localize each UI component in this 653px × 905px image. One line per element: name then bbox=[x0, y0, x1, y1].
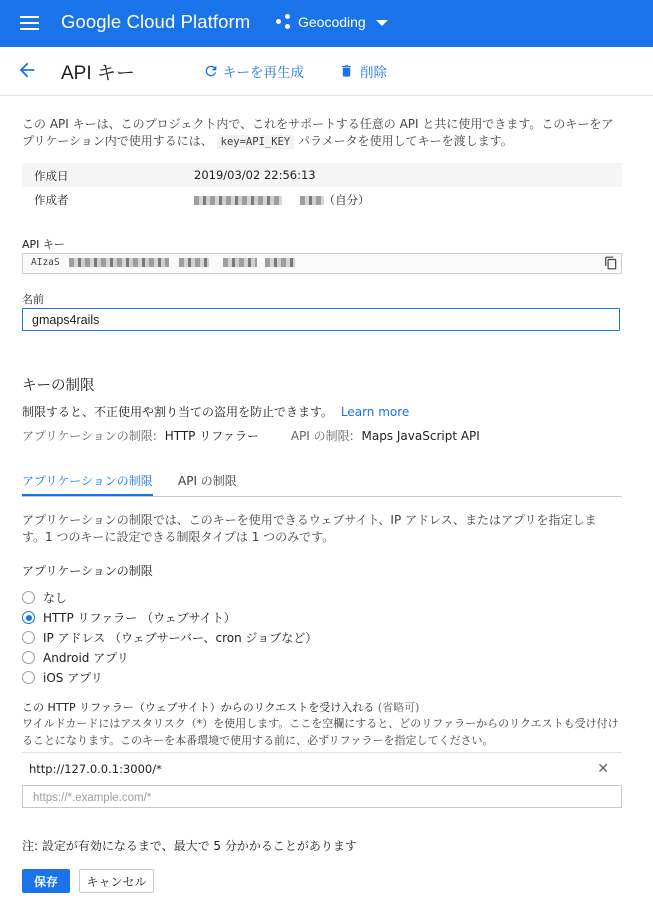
created-label: 作成日 bbox=[34, 169, 69, 183]
radio-label: iOS アプリ bbox=[43, 671, 103, 685]
project-icon bbox=[276, 14, 292, 30]
referrer-item bbox=[22, 752, 622, 785]
radio-button bbox=[22, 651, 35, 664]
api-key-label: API キー bbox=[22, 238, 65, 251]
redacted-email bbox=[300, 196, 324, 205]
creator-label: 作成者 bbox=[34, 193, 69, 207]
regenerate-label: キーを再生成 bbox=[223, 65, 304, 81]
referrers-heading bbox=[22, 699, 419, 716]
radio-ios[interactable] bbox=[22, 669, 103, 686]
learn-more-link[interactable]: Learn more bbox=[340, 405, 410, 419]
app-restriction-value: HTTP リファラー bbox=[164, 429, 259, 443]
intro-part2: パラメータを使用してキーを渡します。 bbox=[298, 134, 513, 148]
name-input[interactable] bbox=[30, 312, 594, 328]
trash-icon bbox=[339, 63, 354, 79]
radio-none[interactable] bbox=[22, 589, 67, 606]
api-key-field[interactable] bbox=[22, 253, 622, 274]
name-field-wrapper bbox=[22, 308, 620, 331]
new-referrer-input[interactable] bbox=[31, 791, 615, 805]
page-title: API キー bbox=[61, 63, 135, 84]
dropdown-caret-icon bbox=[376, 20, 388, 26]
restrictions-heading: キーの制限 bbox=[22, 378, 95, 394]
radio-button-selected bbox=[22, 611, 35, 624]
creator-suffix: （自分） bbox=[323, 193, 370, 207]
tab-api-restrictions[interactable]: API の制限 bbox=[178, 474, 237, 488]
created-value: 2019/03/02 22:56:13 bbox=[194, 168, 316, 182]
key-param-code: key=API_KEY bbox=[217, 135, 295, 149]
radio-label: Android アプリ bbox=[43, 651, 129, 665]
api-key-prefix: AIzaS bbox=[31, 257, 60, 268]
delete-button[interactable] bbox=[339, 61, 387, 81]
app-restriction-label: アプリケーションの制限: bbox=[22, 429, 157, 443]
tab-application-restrictions[interactable]: アプリケーションの制限 bbox=[22, 474, 153, 488]
redacted-key bbox=[69, 258, 169, 267]
api-key-value bbox=[31, 257, 295, 268]
copy-icon[interactable] bbox=[604, 256, 618, 270]
referrer-value: http://127.0.0.1:3000/* bbox=[29, 762, 162, 776]
radio-label: HTTP リファラー （ウェブサイト） bbox=[43, 611, 236, 625]
radio-http-referrer[interactable] bbox=[22, 609, 236, 626]
menu-icon[interactable] bbox=[20, 16, 39, 30]
new-referrer-field bbox=[22, 785, 622, 808]
creator-value bbox=[194, 192, 370, 208]
radio-ip-address[interactable] bbox=[22, 629, 317, 646]
back-arrow-icon[interactable] bbox=[16, 59, 38, 81]
intro-text bbox=[22, 116, 622, 151]
remove-referrer-icon[interactable]: ✕ bbox=[597, 761, 609, 777]
save-button[interactable]: 保存 bbox=[22, 869, 70, 893]
radio-button bbox=[22, 631, 35, 644]
top-app-bar bbox=[0, 0, 653, 47]
redacted-email bbox=[194, 196, 282, 205]
app-restriction-desc: アプリケーションの制限では、このキーを使用できるウェブサイト、IP アドレス、またはアプリを指定します。1 つのキーに設定できる制限タイプは 1 つのみです。 bbox=[22, 513, 597, 544]
restrictions-desc-text: 制限すると、不正使用や割り当ての盗用を防止できます。 bbox=[22, 405, 334, 419]
propagation-note: 注: 設定が有効になるまで、最大で 5 分かかることがあります bbox=[22, 839, 357, 853]
delete-label: 削除 bbox=[360, 65, 387, 81]
cancel-button[interactable]: キャンセル bbox=[79, 869, 154, 893]
radio-label: なし bbox=[43, 591, 68, 605]
creator-row bbox=[22, 187, 622, 211]
brand-title[interactable]: Google Cloud Platform bbox=[61, 11, 251, 32]
radio-android[interactable] bbox=[22, 649, 129, 666]
radio-button bbox=[22, 671, 35, 684]
page-header bbox=[0, 47, 653, 96]
api-restriction-label: API の制限: bbox=[290, 429, 354, 443]
redacted-key bbox=[223, 258, 257, 267]
referrers-heading-text: この HTTP リファラー（ウェブサイト）からのリクエストを受け入れる bbox=[22, 701, 375, 714]
restrictions-desc bbox=[22, 404, 409, 421]
radio-button bbox=[22, 591, 35, 604]
key-info-table bbox=[22, 163, 622, 211]
app-restriction-heading: アプリケーションの制限 bbox=[22, 564, 153, 578]
refresh-icon bbox=[203, 63, 219, 79]
referrers-help: ワイルドカードにはアスタリスク（*）を使用します。ここを空欄にすると、どのリファラーからのリクエストも受け付けることになります。このキーを本番環境で使用する前に、必ずリファラーを指定してください。 bbox=[22, 717, 619, 747]
optional-tag: (省略可) bbox=[377, 701, 420, 714]
redacted-key bbox=[179, 258, 209, 267]
project-name: Geocoding bbox=[298, 14, 366, 30]
api-restriction-value: Maps JavaScript API bbox=[361, 429, 480, 443]
name-label: 名前 bbox=[22, 293, 44, 306]
created-row bbox=[22, 163, 622, 187]
project-selector[interactable] bbox=[276, 14, 388, 30]
redacted-key bbox=[265, 258, 295, 267]
restriction-tabs bbox=[22, 470, 622, 497]
intro-part1: この API キーは、このプロジェクト内で、これをサポートする任意の API と共に使用できます。このキーをアプリケーション内で使用するには、 bbox=[22, 117, 614, 148]
regenerate-key-button[interactable] bbox=[203, 61, 304, 81]
radio-label: IP アドレス （ウェブサーバー、cron ジョブなど） bbox=[43, 631, 318, 645]
restrictions-summary bbox=[22, 428, 480, 445]
